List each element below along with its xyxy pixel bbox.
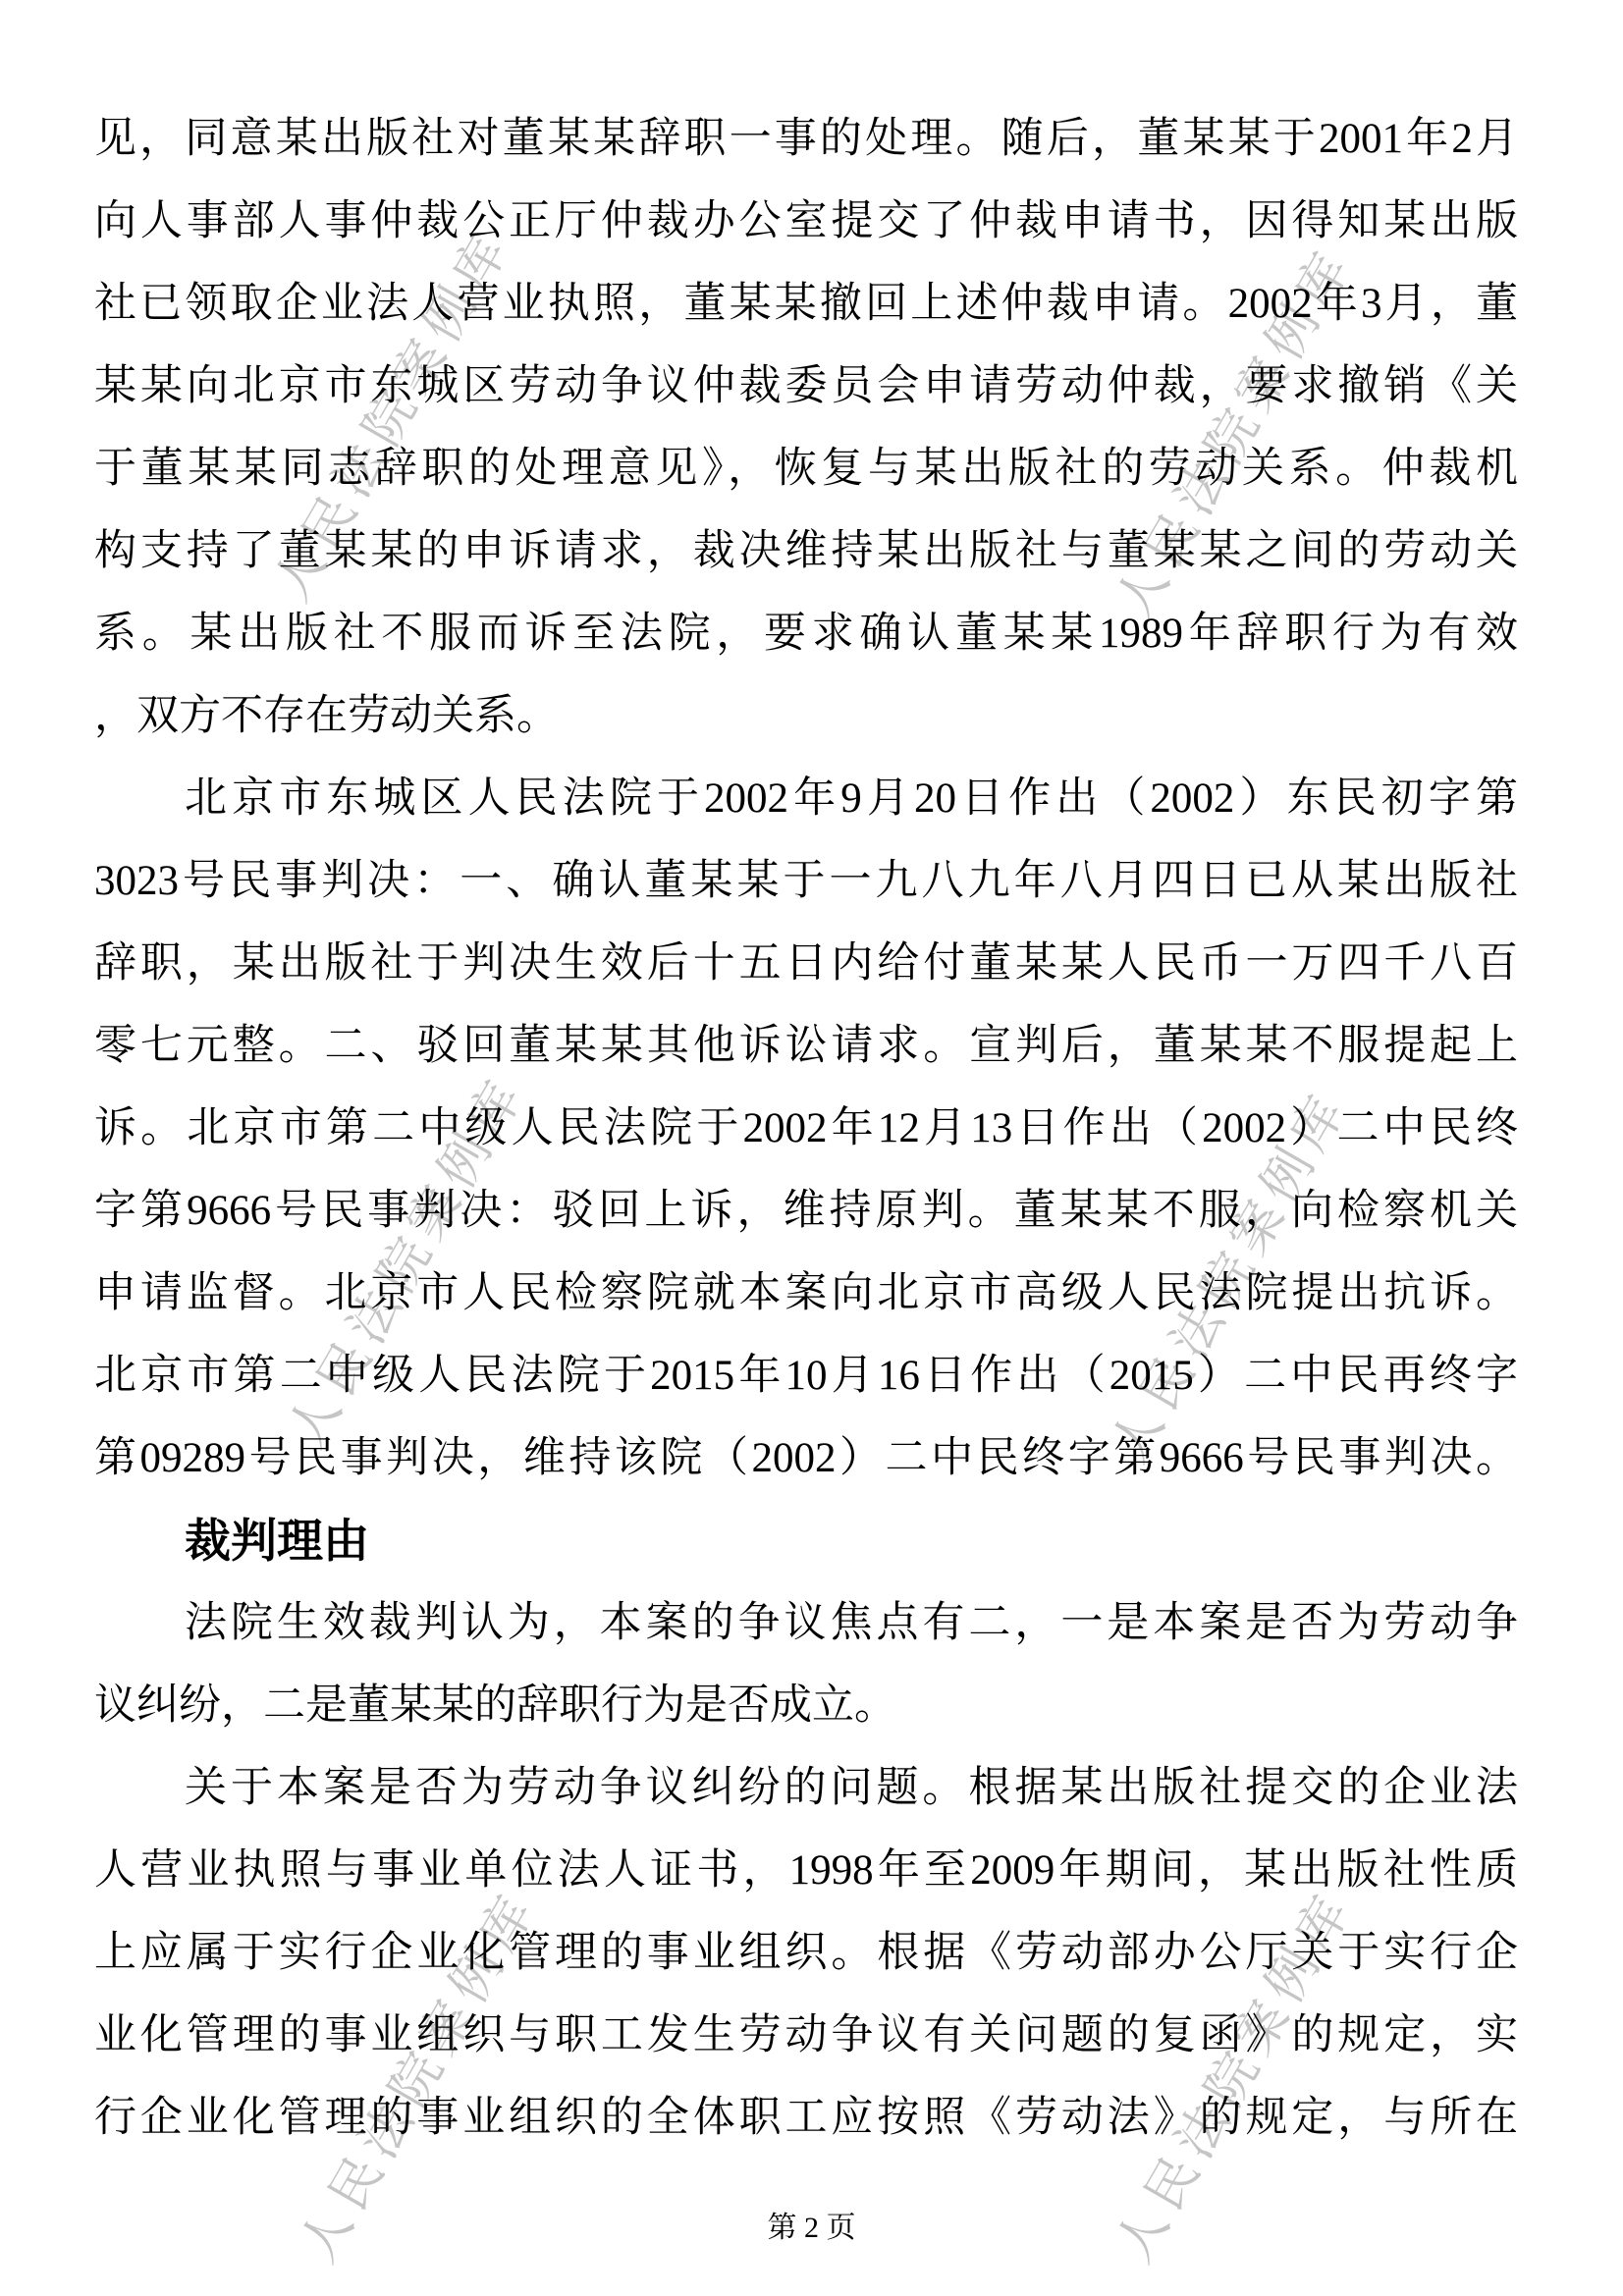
text-line: 于董某某同志辞职的处理意见》，恢复与某出版社的劳动关系。仲裁机 — [94, 446, 1518, 492]
text-line: 北京市第二中级人民法院于2015年10月16日作出（2015）二中民再终字 — [94, 1353, 1518, 1399]
text-line: 行企业化管理的事业组织的全体职工应按照《劳动法》的规定，与所在 — [94, 2095, 1518, 2141]
text-line: 议纠纷，二是董某某的辞职行为是否成立。 — [94, 1682, 896, 1729]
text-line: 裁判理由 — [185, 1515, 369, 1567]
text-line: 业化管理的事业组织与职工发生劳动争议有关问题的复函》的规定，实 — [94, 2012, 1518, 2058]
text-line: 向人事部人事仲裁公正厅仲裁办公室提交了仲裁申请书，因得知某出版 — [94, 198, 1518, 244]
text-line: 关于本案是否为劳动争议纠纷的问题。根据某出版社提交的企业法 — [185, 1765, 1518, 1811]
text-line: 3023号民事判决：一、确认董某某于一九八九年八月四日已从某出版社 — [94, 858, 1518, 904]
text-line: 法院生效裁判认为，本案的争议焦点有二，一是本案是否为劳动争 — [185, 1600, 1518, 1646]
text-line: 人营业执照与事业单位法人证书，1998年至2009年期间，某出版社性质 — [94, 1847, 1518, 1894]
text-line: 构支持了董某某的申诉请求，裁决维持某出版社与董某某之间的劳动关 — [94, 528, 1518, 574]
page-footer — [0, 2207, 1623, 2250]
text-line: 字第9666号民事判决：驳回上诉，维持原判。董某某不服，向检察机关 — [94, 1188, 1518, 1234]
text-line: 系。某出版社不服而诉至法院，要求确认董某某1989年辞职行为有效 — [94, 611, 1518, 657]
text-line: 上应属于实行企业化管理的事业组织。根据《劳动部办公厅关于实行企 — [94, 1930, 1518, 1976]
text-line: 辞职，某出版社于判决生效后十五日内给付董某某人民币一万四千八百 — [94, 940, 1518, 987]
text-line: 见，同意某出版社对董某某辞职一事的处理。随后，董某某于2001年2月 — [94, 116, 1518, 162]
text-line: 诉。北京市第二中级人民法院于2002年12月13日作出（2002）二中民终 — [94, 1105, 1518, 1151]
text-line: ，双方不存在劳动关系。 — [94, 693, 559, 739]
text-line: 北京市东城区人民法院于2002年9月20日作出（2002）东民初字第 — [185, 775, 1518, 822]
court-case-library-watermark: 人民法院案例库 — [1101, 1080, 1360, 1472]
court-case-library-watermark: 人民法院案例库 — [290, 1880, 549, 2272]
text-line: 第09289号民事判决，维持该院（2002）二中民终字第9666号民事判决。 — [94, 1435, 1518, 1481]
court-case-library-watermark: 人民法院案例库 — [1106, 237, 1365, 629]
text-line: 某某向北京市东城区劳动争议仲裁委员会申请劳动仲裁，要求撤销《关 — [94, 363, 1518, 409]
court-case-library-watermark: 人民法院案例库 — [278, 1065, 537, 1458]
court-case-library-watermark: 人民法院案例库 — [1106, 1880, 1365, 2272]
text-line: 申请监督。北京市人民检察院就本案向北京市高级人民法院提出抗诉。 — [94, 1270, 1518, 1316]
court-case-library-watermark: 人民法院案例库 — [263, 219, 522, 612]
text-line: 社已领取企业法人营业执照，董某某撤回上述仲裁申请。2002年3月，董 — [94, 281, 1518, 327]
judgment-text-body — [94, 98, 1518, 2160]
page-number-label: 第 2 页 — [767, 2212, 856, 2244]
text-line: 零七元整。二、驳回董某某其他诉讼请求。宣判后，董某某不服提起上 — [94, 1023, 1518, 1069]
